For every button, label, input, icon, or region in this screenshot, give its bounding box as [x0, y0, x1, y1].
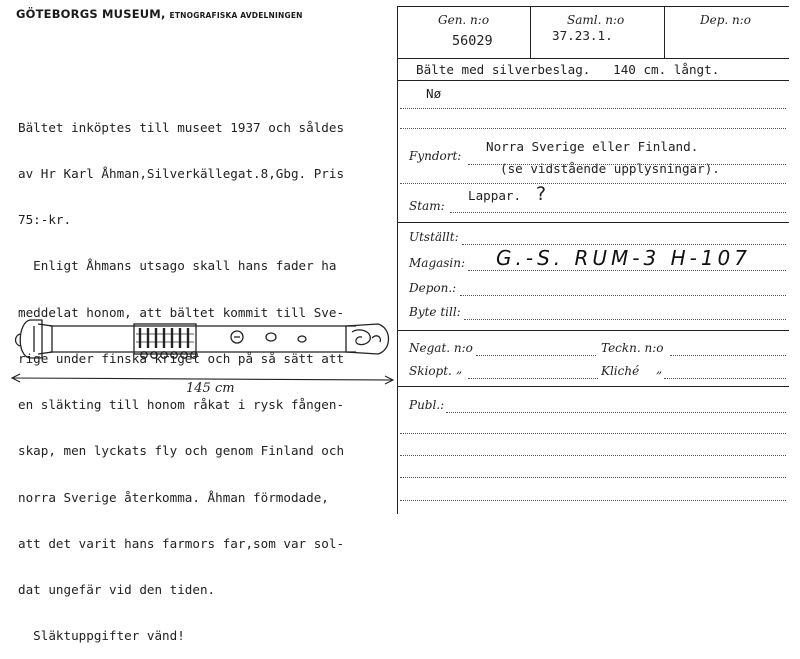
dotted-line: [464, 319, 786, 320]
dotted-line: [664, 378, 786, 379]
fyndort-label: Fyndort:: [409, 149, 462, 163]
magasin-label: Magasin:: [409, 256, 466, 270]
number-divider: [530, 6, 531, 58]
gen-label: Gen. n:o: [438, 13, 490, 27]
description-line: att det varit hans farmors far,som var sol-: [18, 535, 345, 551]
dotted-line: [400, 108, 786, 109]
description-line: Enligt Åhmans utsago skall hans fader ha: [18, 258, 337, 274]
teckn-label: Teckn. n:o: [601, 341, 664, 355]
dotted-line: [476, 355, 596, 356]
museum-name: GÖTEBORGS MUSEUM,: [16, 7, 166, 21]
depon-label: Depon.:: [409, 281, 457, 295]
cliche-ditto: „: [656, 362, 663, 376]
saml-label: Saml. n:o: [567, 13, 625, 27]
object-title: Bälte med silverbeslag. 140 cm. långt.: [416, 62, 720, 77]
skiopt-label: Skiopt.: [409, 364, 452, 378]
dotted-line: [400, 500, 786, 501]
dotted-line: [400, 433, 786, 434]
description-line: 75:-kr.: [18, 212, 72, 228]
description-line: av Hr Karl Åhman,Silverkällegat.8,Gbg. Pris: [18, 166, 345, 182]
description-line: skap, men lyckats fly och genom Finland och: [18, 443, 345, 459]
cliche-label: Kliché: [601, 364, 640, 378]
dotted-line: [462, 244, 786, 245]
number-mark: Nø: [426, 86, 442, 101]
magasin-value: G.-S. RUM-3 H-107: [496, 246, 752, 270]
museum-header: [16, 7, 303, 21]
belt-length-label: 145 cm: [186, 381, 235, 396]
description-line: Släktuppgifter vänd!: [18, 628, 185, 644]
title-row-border: [397, 80, 789, 81]
card-top-border: [397, 6, 789, 7]
section-border: [397, 386, 789, 387]
dep-label: Dep. n:o: [700, 13, 752, 27]
dotted-line: [468, 378, 598, 379]
card-divider: [397, 6, 398, 514]
number-divider: [664, 6, 665, 58]
dotted-line: [468, 270, 786, 271]
belt-sketch: [8, 308, 398, 403]
stam-label: Stam:: [409, 199, 445, 213]
utstallt-label: Utställt:: [409, 230, 459, 244]
dotted-line: [468, 164, 786, 165]
dotted-line: [450, 212, 786, 213]
stam-uncertain-mark: ?: [536, 183, 547, 205]
dotted-line: [400, 183, 786, 184]
fyndort-value-line1: Norra Sverige eller Finland.: [486, 139, 699, 154]
skiopt-ditto: „: [456, 362, 463, 376]
description-line: dat ungefär vid den tiden.: [18, 582, 216, 597]
description-line: meddelat honom, att bältet kommit till Sve-: [18, 304, 345, 320]
number-row-border: [397, 58, 789, 59]
gen-value: 56029: [452, 33, 493, 49]
dotted-line: [670, 355, 786, 356]
dotted-line: [400, 455, 786, 456]
dotted-line: [446, 412, 786, 413]
description-line: Bältet inköptes till museet 1937 och såldes: [18, 119, 345, 135]
description-line: rige under finska kriget och på så sätt att: [18, 350, 345, 366]
saml-value: 37.23.1.: [552, 28, 613, 43]
department-name: ETNOGRAFISKA AVDELNINGEN: [169, 11, 303, 20]
stam-value: Lappar.: [468, 188, 522, 203]
description-line: norra Sverige återkomma. Åhman förmodade,: [18, 489, 329, 505]
byte-label: Byte till:: [409, 305, 461, 319]
publ-label: Publ.:: [409, 398, 445, 412]
dotted-line: [400, 128, 786, 129]
section-border: [397, 330, 789, 331]
dotted-line: [460, 295, 786, 296]
dotted-line: [400, 477, 786, 478]
negat-label: Negat. n:o: [409, 341, 473, 355]
fyndort-value-line2: (se vidstående upplysningar).: [500, 161, 720, 176]
description-line: en släkting till honom råkat i rysk fången-: [18, 397, 345, 413]
section-border: [397, 222, 789, 223]
